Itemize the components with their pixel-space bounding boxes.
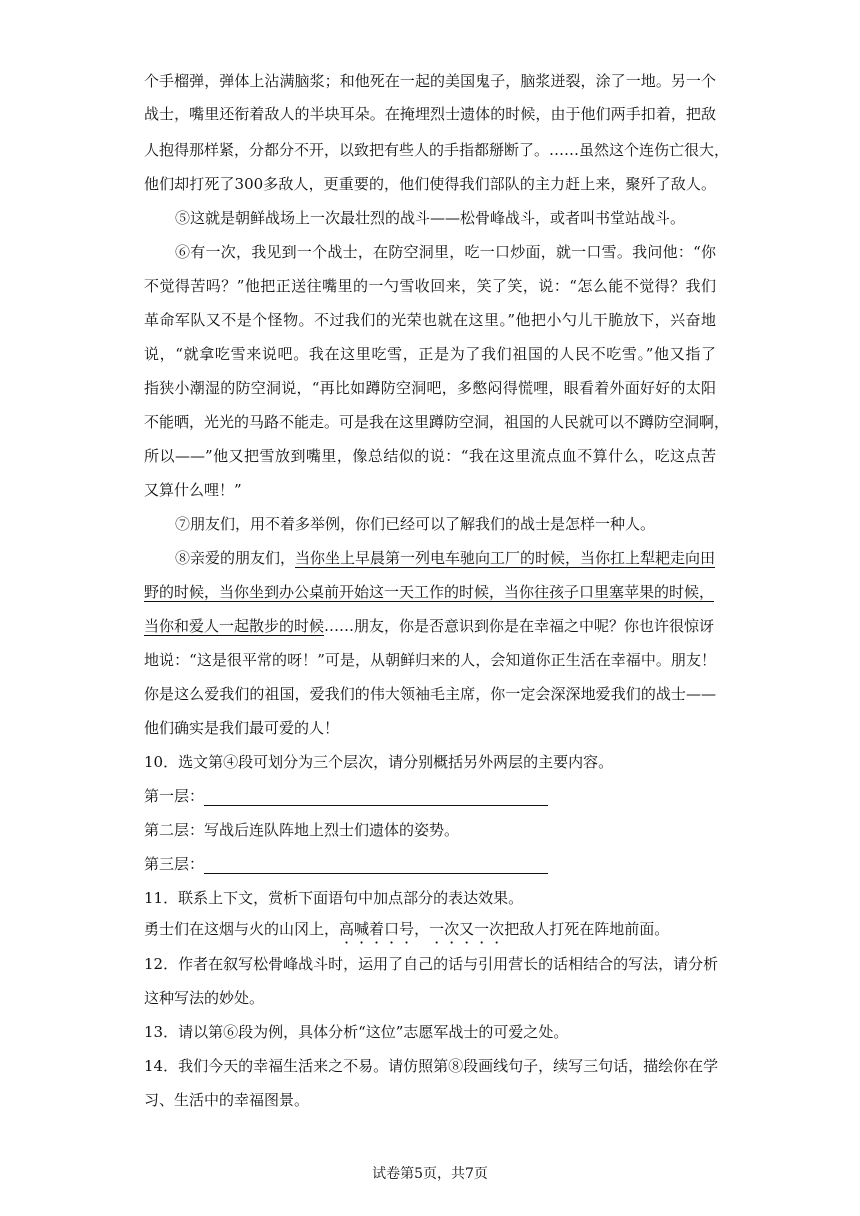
emphasis-char: 着 <box>369 920 385 938</box>
answer-blank[interactable] <box>204 857 548 874</box>
passage-line: 说，“就拿吃雪来说吧。我在这里吃雪，正是为了我们祖国的人民不吃雪。”他又指了 <box>144 345 716 363</box>
p8-text: ……朋友，你是否意识到你是在幸福之中呢？你也许很惊讶 <box>324 617 715 635</box>
emphasis-char: 一 <box>474 920 490 938</box>
passage-line: 他们确实是我们最可爱的人！ <box>144 719 340 737</box>
answer-line-layer-3 <box>144 853 548 874</box>
passage-line: 所以——”他又把雪放到嘴里，像总结似的说：“我在这里流点血不算什么，吃这点苦 <box>144 447 716 465</box>
passage-line: 他们却打死了300多敌人，更重要的，他们使得我们部队的主力赶上来，聚歼了敌人。 <box>144 175 716 193</box>
passage-paragraph-8-line <box>144 581 714 602</box>
p8-prefix: ⑧亲爱的朋友们， <box>175 549 296 567</box>
passage-line: 人抱得那样紧，分都分不开，以致把有些人的手指都掰断了。……虽然这个连伤亡很大， <box>144 141 730 159</box>
passage-line: 战士，嘴里还衔着敌人的半块耳朵。在掩埋烈士遗体的时候，由于他们两手扣着，把敌 <box>144 105 716 123</box>
emphasis-char: 高 <box>339 920 355 938</box>
sentence-part: ， <box>414 920 430 938</box>
answer-blank[interactable] <box>204 789 548 806</box>
passage-paragraph-5: ⑤这就是朝鲜战场上一次最壮烈的战斗——松骨峰战斗，或者叫书堂站战斗。 <box>175 209 686 227</box>
question-12-line: 12．作者在叙写松骨峰战斗时，运用了自己的话与引用营长的话相结合的写法，请分析 <box>144 955 719 973</box>
emphasis-char: 又 <box>459 920 475 938</box>
passage-line: ⑥有一次，我见到一个战士，在防空洞里，吃一口炒面，就一口雪。我问他：“你 <box>175 243 716 261</box>
passage-paragraph-8-line <box>144 615 714 636</box>
emphasis-char: 喊 <box>354 920 370 938</box>
question-14-line: 14．我们今天的幸福生活来之不易。请仿照第⑧段画线句子，续写三句话，描绘你在学 <box>144 1057 719 1075</box>
emphasis-char: 次 <box>489 920 505 938</box>
underlined-sentence: 当你坐上早晨第一列电车驰向工厂的时候，当你扛上犁耙走向田 <box>295 549 716 567</box>
question-10: 10．选文第④段可划分为三个层次，请分别概括另外两层的主要内容。 <box>144 753 614 771</box>
emphasis-char: 次 <box>444 920 460 938</box>
passage-line: 不觉得苦吗？”他把正送往嘴里的一勺雪收回来，笑了笑，说：“怎么能不觉得？我们 <box>144 277 716 295</box>
question-14-line: 习、生活中的幸福图景。 <box>144 1091 310 1109</box>
passage-line: 不能晒，光光的马路不能走。可是我在这里蹲防空洞，祖国的人民就可以不蹲防空洞啊， <box>144 413 730 431</box>
passage-line: 地说：“这是很平常的呀！”可是，从朝鲜归来的人，会知道你正生活在幸福中。朋友！ <box>144 651 716 669</box>
passage-line: 又算什么哩！” <box>144 481 242 499</box>
sentence-part: 勇士们在这烟与火的山冈上， <box>144 920 340 938</box>
underlined-sentence: 当你和爱人一起散步的时候 <box>144 617 325 635</box>
layer-2-text: 第二层：写战后连队阵地上烈士们遗体的姿势。 <box>144 821 460 839</box>
emphasis-char: 口 <box>384 920 400 938</box>
question-11-sentence <box>144 918 669 939</box>
question-11: 11．联系上下文，赏析下面语句中加点部分的表达效果。 <box>144 889 524 907</box>
passage-paragraph-8-line <box>175 547 715 568</box>
passage-paragraph-7: ⑦朋友们，用不着多举例，你们已经可以了解我们的战士是怎样一种人。 <box>175 515 656 533</box>
sentence-part: 把敌人打死在阵地前面。 <box>504 920 670 938</box>
emphasis-char: 一 <box>429 920 445 938</box>
dotted-phrase-2 <box>429 920 504 938</box>
passage-line: 革命军队又不是个怪物。不过我们的光荣也就在这里。”他把小勺儿干脆放下，兴奋地 <box>144 311 716 329</box>
question-13: 13．请以第⑥段为例，具体分析“这位”志愿军战士的可爱之处。 <box>144 1023 569 1041</box>
passage-line: 指狭小潮湿的防空洞说，“再比如蹲防空洞吧，多憋闷得慌哩，眼看着外面好好的太阳 <box>144 379 716 397</box>
page-footer: 试卷第5页，共7页 <box>372 1166 488 1182</box>
passage-line: 你是这么爱我们的祖国，爱我们的伟大领袖毛主席，你一定会深深地爱我们的战士—— <box>144 685 716 703</box>
passage-line: 个手榴弹，弹体上沾满脑浆；和他死在一起的美国鬼子，脑浆迸裂，涂了一地。另一个 <box>144 72 716 90</box>
emphasis-char: 号 <box>399 920 415 938</box>
layer-3-label: 第三层： <box>144 855 205 873</box>
layer-1-label: 第一层： <box>144 787 205 805</box>
question-12-line: 这种写法的妙处。 <box>144 989 265 1007</box>
underlined-sentence: 野的时候，当你坐到办公桌前开始这一天工作的时候，当你往孩子口里塞苹果的时候， <box>144 583 715 601</box>
answer-line-layer-1 <box>144 785 548 806</box>
dotted-phrase-1 <box>339 920 414 938</box>
